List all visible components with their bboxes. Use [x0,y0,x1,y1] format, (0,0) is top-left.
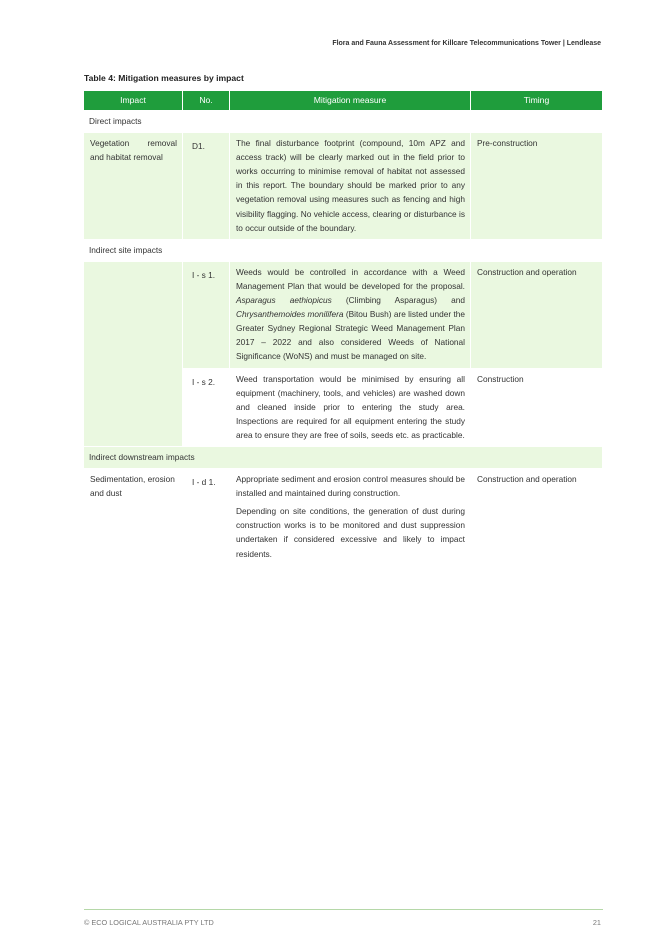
running-header: Flora and Fauna Assessment for Killcare Telecommunications Tower | Lendlease [332,40,601,47]
table-row [84,469,602,565]
mitigation-cell: Weeds would be controlled in accordance with a Weed Management Plan that would be developed for the proposal. Asparagus aethiopicus (Climbing Asparagus) and Chrysanthemoides monilifera (Bitou Bush) are listed under the Greater Sydney Regional Strategic Weed Management Plan 2017 – 2022 and also considered Weeds of National Significance (WoNS) and must be managed on site. [230,262,470,368]
species-name: Chrysanthemoides monilifera [236,309,344,320]
page-number: 21 [592,918,601,927]
measure-number: I - d 1. [183,469,229,565]
table-row [84,262,602,368]
column-header-timing: Timing [471,91,602,110]
impact-cell: Vegetation removal and habitat removal [84,133,182,239]
mitigation-paragraph: Appropriate sediment and erosion control measures should be installed and maintained during construction. [236,474,465,499]
mitigation-paragraph: Depending on site conditions, the generation of dust during construction works is to be monitored and dust suppression undertaken if considered excessive and likely to impact residents. [236,506,465,559]
section-label: Direct impacts [84,111,602,132]
section-row-indirect-downstream [84,447,602,468]
mitigation-cell [230,469,470,565]
timing-cell: Construction and operation [471,262,602,368]
timing-cell: Construction [471,369,602,446]
species-name: Asparagus aethiopicus [236,295,332,306]
measure-number: I - s 2. [183,369,229,446]
mitigation-cell: The final disturbance footprint (compound, 10m APZ and access track) will be clearly marked out in the field prior to works occurring to minimise removal of habitat not assessed in this report. The boundary should be marked prior to any vegetation removal using measures such as fencing and high visibility flagging. No vehicle access, clearing or disturbance is to occur outside of the boundary. [230,133,470,239]
table-header-row [84,91,602,110]
column-header-impact: Impact [84,91,182,110]
footer-company: © ECO LOGICAL AUSTRALIA PTY LTD [84,918,214,927]
mitigation-cell: Weed transportation would be minimised by ensuring all equipment (machinery, tools, and vehicles) are washed down and cleaned inside prior to entering the study area. Inspections are required for all equipment entering the study area to ensure they are free of soils, seeds etc. as practicable. [230,369,470,446]
mitigation-table [83,90,603,566]
section-row-direct [84,111,602,132]
measure-number: I - s 1. [183,262,229,368]
impact-cell: Sedimentation, erosion and dust [84,469,182,565]
column-header-no: No. [183,91,229,110]
timing-cell: Construction and operation [471,469,602,565]
section-label: Indirect site impacts [84,240,602,261]
footer-divider [84,909,603,910]
section-row-indirect-site [84,240,602,261]
section-label: Indirect downstream impacts [84,447,602,468]
timing-cell: Pre-construction [471,133,602,239]
column-header-mitigation: Mitigation measure [230,91,470,110]
measure-number: D1. [183,133,229,239]
impact-cell [84,262,182,446]
table-row [84,133,602,239]
table-caption: Table 4: Mitigation measures by impact [84,73,244,83]
